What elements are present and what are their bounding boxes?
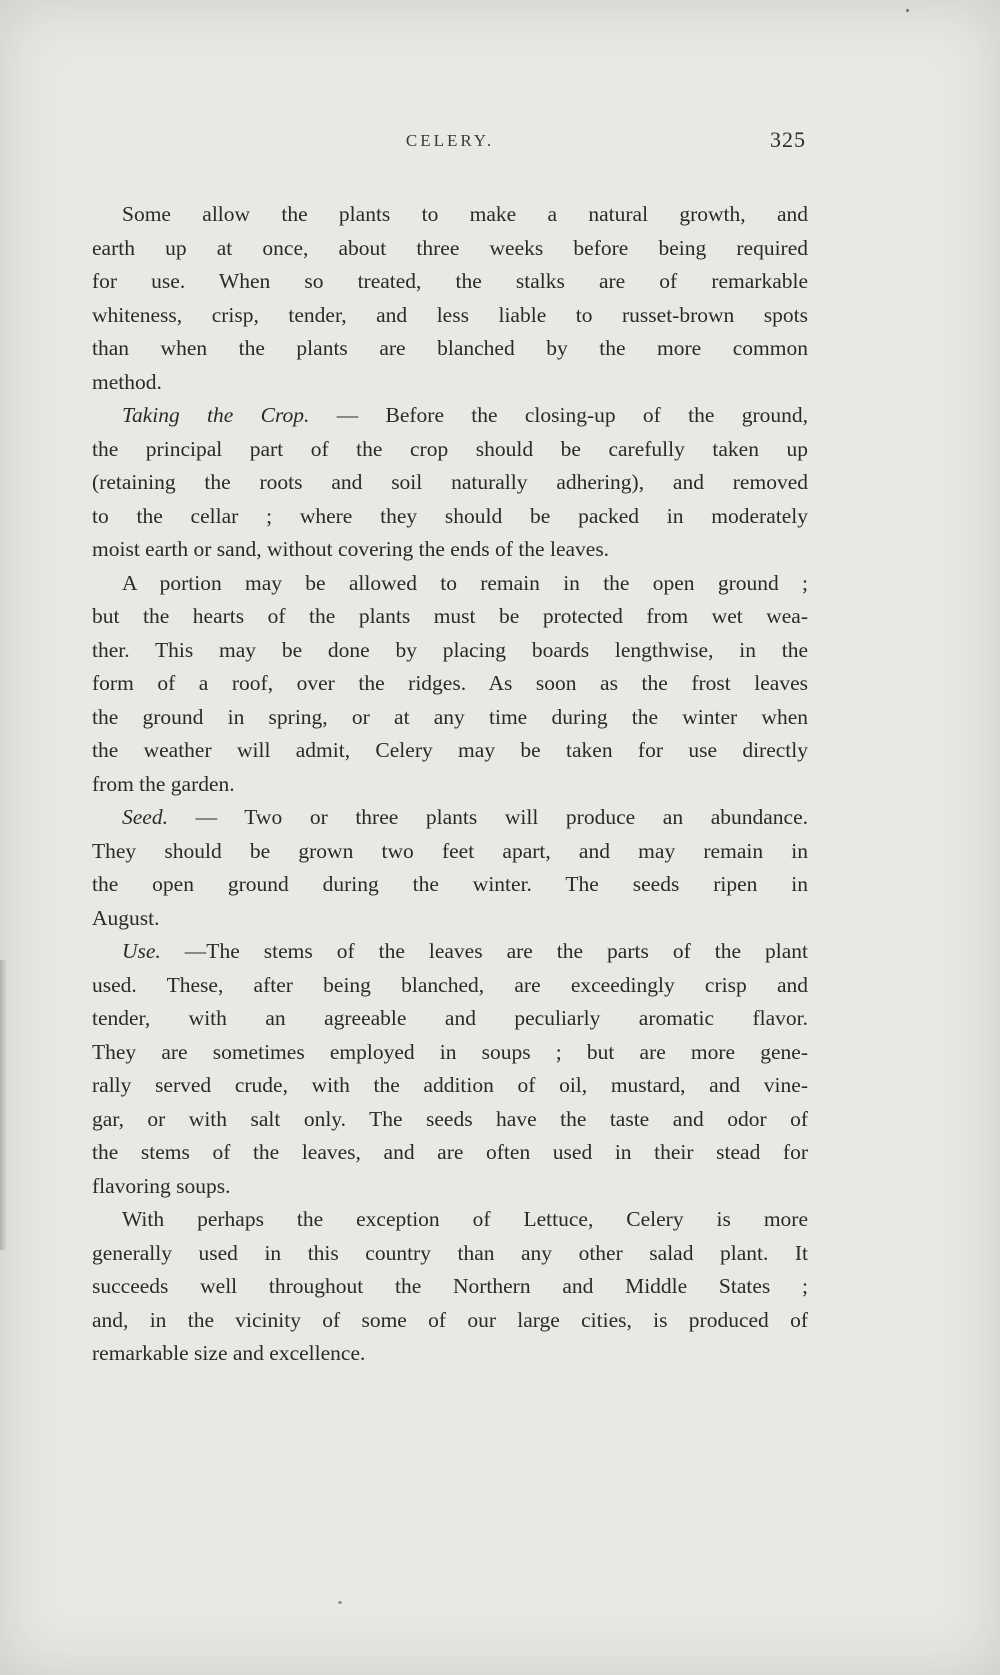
text-line: moist earth or sand, without covering the ends of the leaves. bbox=[92, 537, 610, 561]
text-line: method. bbox=[92, 369, 162, 394]
page-header bbox=[92, 127, 808, 159]
text-line: With perhaps the exception of Lettuce, Celery is more bbox=[122, 1207, 808, 1231]
text-line: but the hearts of the plants must be protected from wet wea- bbox=[92, 604, 808, 628]
paragraph bbox=[92, 1203, 808, 1371]
text-line: Some allow the plants to make a natural growth, and bbox=[122, 202, 808, 226]
text-line: used. These, after being blanched, are exceedingly crisp and bbox=[92, 972, 808, 997]
text-line: gar, or with salt only. The seeds have the taste and odor of bbox=[92, 1106, 808, 1131]
text-line: August. bbox=[92, 905, 160, 930]
text-line: Use. —The stems of the leaves are the parts of the plant bbox=[122, 939, 808, 963]
text-line: A portion may be allowed to remain in the open ground ; bbox=[122, 570, 808, 595]
text-line: the stems of the leaves, and are often used in their stead for bbox=[92, 1140, 808, 1164]
text-line: to the cellar ; where they should be packed in moderately bbox=[92, 503, 808, 528]
text-line: the ground in spring, or at any time during the winter when bbox=[92, 704, 808, 729]
text-line: They are sometimes employed in soups ; but are more gene- bbox=[92, 1039, 808, 1064]
text-line: (retaining the roots and soil naturally adhering), and removed bbox=[92, 470, 808, 494]
paragraph-lead: Seed. bbox=[122, 805, 168, 829]
text-line: and, in the vicinity of some of our large cities, is produced of bbox=[92, 1307, 808, 1332]
paragraph-lead: Use. bbox=[122, 939, 161, 963]
text-line: Seed. — Two or three plants will produce an abundance. bbox=[122, 805, 808, 829]
text-line: They should be grown two feet apart, and may remain in bbox=[92, 838, 808, 863]
paragraph bbox=[92, 567, 808, 802]
paragraph bbox=[92, 935, 808, 1203]
text-line: succeeds well throughout the Northern and Middle States ; bbox=[92, 1274, 808, 1298]
paragraph bbox=[92, 801, 808, 935]
text-line: form of a roof, over the ridges. As soon as the frost leaves bbox=[92, 671, 808, 695]
text-line: remarkable size and excellence. bbox=[92, 1341, 366, 1365]
page-content bbox=[92, 0, 808, 1371]
text-line: rally served crude, with the addition of oil, mustard, and vine- bbox=[92, 1073, 808, 1097]
paragraph-lead: Taking the Crop. bbox=[122, 403, 310, 427]
text-line: Taking the Crop. — Before the closing-up of the ground, bbox=[122, 403, 808, 427]
paragraph bbox=[92, 399, 808, 567]
text-line: for use. When so treated, the stalks are of remarkable bbox=[92, 269, 808, 293]
text-line: from the garden. bbox=[92, 771, 235, 796]
text-line: the open ground during the winter. The seeds ripen in bbox=[92, 872, 808, 896]
scan-speck bbox=[906, 9, 909, 12]
page-number: 325 bbox=[770, 127, 806, 152]
text-line: whiteness, crisp, tender, and less liable to russet-brown spots bbox=[92, 302, 808, 327]
text-line: ther. This may be done by placing boards lengthwise, in the bbox=[92, 637, 808, 662]
text-line: earth up at once, about three weeks before being required bbox=[92, 235, 808, 260]
text-line: the weather will admit, Celery may be taken for use directly bbox=[92, 738, 808, 762]
text-line: than when the plants are blanched by the more common bbox=[92, 336, 808, 360]
paragraph bbox=[92, 198, 808, 399]
text-line: tender, with an agreeable and peculiarly aromatic flavor. bbox=[92, 1006, 808, 1030]
text-line: flavoring soups. bbox=[92, 1173, 231, 1198]
text-line: the principal part of the crop should be carefully taken up bbox=[92, 436, 808, 461]
text-block bbox=[92, 198, 808, 1371]
text-line: generally used in this country than any other salad plant. It bbox=[92, 1240, 808, 1265]
running-title: CELERY. bbox=[405, 131, 495, 150]
scan-speck bbox=[338, 1601, 342, 1604]
scan-edge-shading bbox=[0, 960, 7, 1250]
